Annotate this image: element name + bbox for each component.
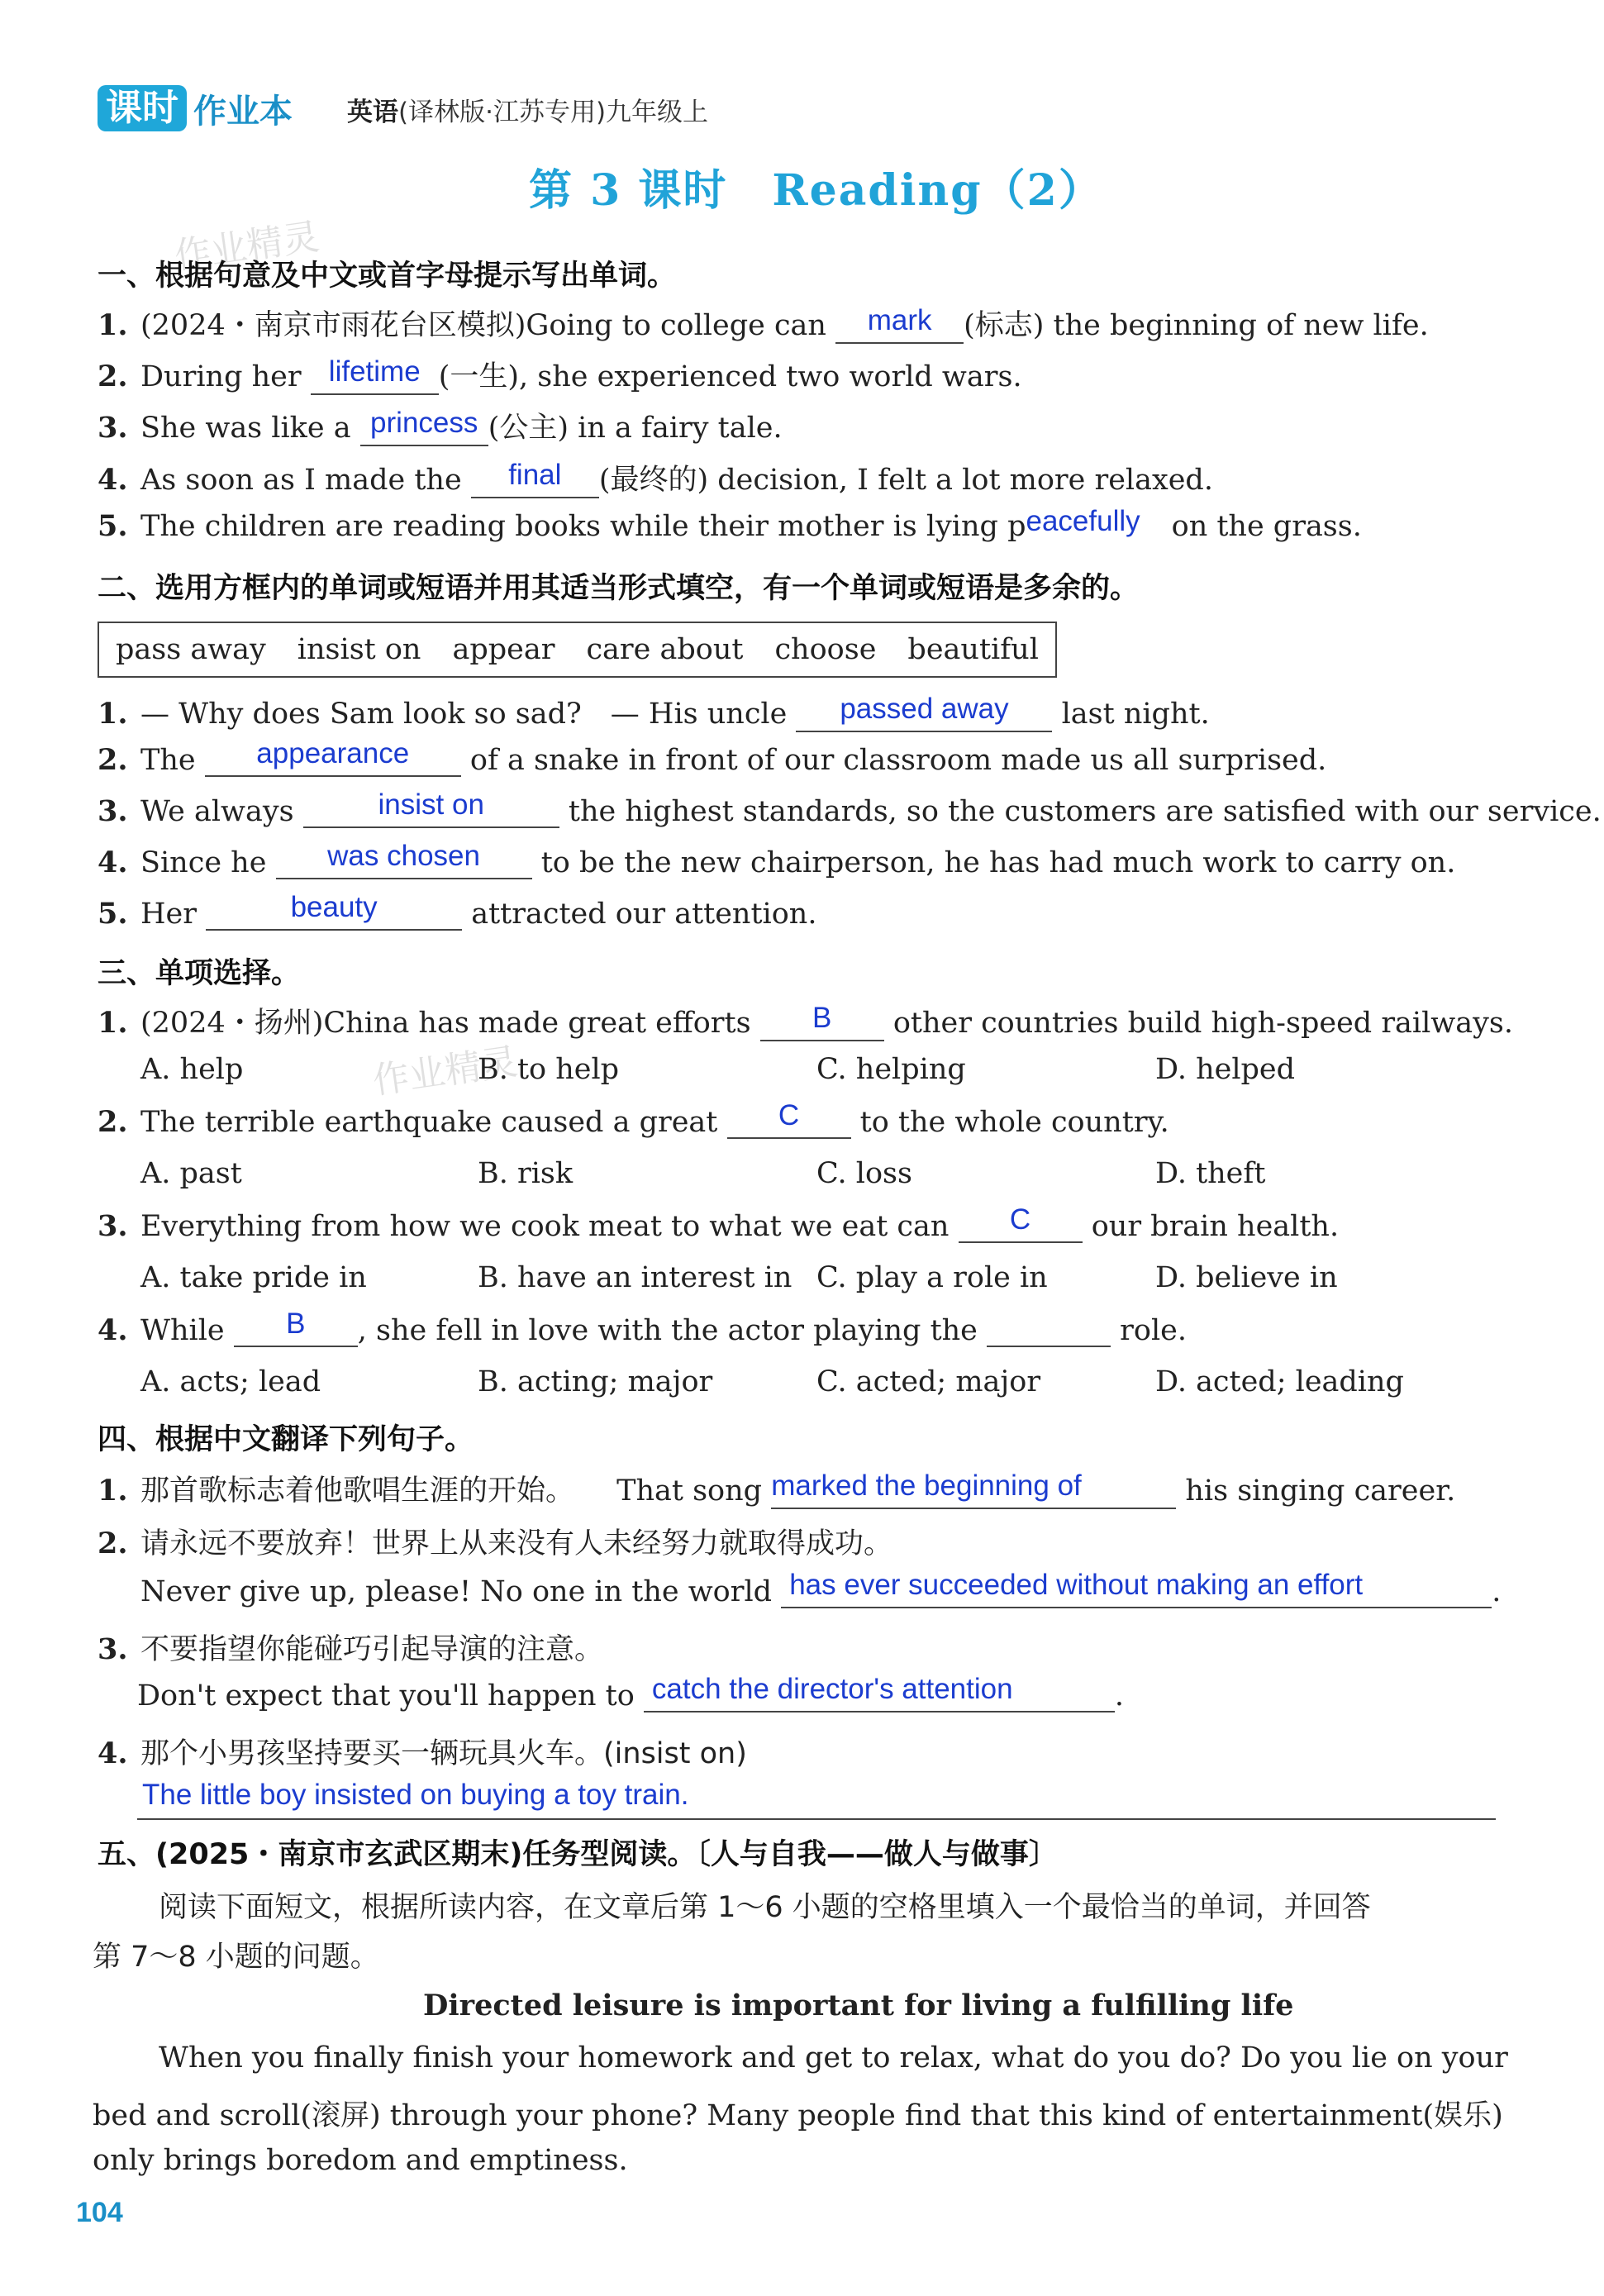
logo-badge: 课时	[98, 85, 187, 131]
question-text: the highest standards, so the customers are satisfied with our service.	[568, 795, 1602, 828]
question-item	[98, 457, 1213, 498]
question-text: our brain health.	[1091, 1210, 1340, 1243]
question-number: 3.	[98, 1209, 128, 1243]
question-item	[98, 1203, 1340, 1243]
answer-blank[interactable]	[781, 1569, 1492, 1608]
chinese-sentence: 请永远不要放弃！世界上从来没有人未经努力就取得成功。	[140, 1527, 893, 1560]
question-text: As soon as I made the	[140, 464, 462, 497]
passage-text: When you finally finish your homework and get to relax, what do you do? Do you lie on your	[159, 2041, 1508, 2074]
section-heading: 二、选用方框内的单词或短语并用其适当形式填空，有一个单词或短语是多余的。	[98, 572, 1140, 605]
question-text: Never give up, please! No one in the world	[140, 1575, 773, 1608]
question-text: (公主) in a fairy tale.	[488, 412, 783, 445]
section-heading: 四、根据中文翻译下列句子。	[98, 1423, 474, 1456]
word-bank-item: care about	[586, 633, 744, 666]
question-item	[98, 405, 783, 446]
question-text: The	[140, 744, 196, 777]
question-number: 3.	[98, 1632, 128, 1666]
answer-blank[interactable]	[959, 1203, 1083, 1243]
chinese-sentence: 那个小男孩坚持要买一辆玩具火车。(insist on)	[140, 1737, 747, 1770]
answer-blank[interactable]	[276, 840, 532, 879]
option-a[interactable]: A. acts; lead	[140, 1365, 321, 1398]
answer-text: C	[1009, 1203, 1031, 1236]
question-item	[98, 1308, 1188, 1347]
question-number: 4.	[98, 1736, 128, 1770]
answer-text: was chosen	[327, 840, 480, 872]
answer-text: princess	[370, 407, 478, 439]
question-text: She was like a	[140, 412, 351, 445]
answer-blank[interactable]	[303, 788, 559, 828]
brand-logo	[98, 84, 293, 132]
option-b[interactable]: B. acting; major	[478, 1365, 713, 1398]
answer-text: B	[286, 1308, 306, 1340]
answer-blank[interactable]	[206, 891, 462, 931]
question-item	[98, 788, 1602, 828]
question-text: .	[1492, 1575, 1502, 1608]
answer-blank[interactable]	[360, 407, 488, 446]
option-c[interactable]: C. helping	[816, 1053, 966, 1086]
answer-blank[interactable]	[835, 304, 964, 344]
question-text: last night.	[1061, 698, 1210, 731]
question-number: 1.	[98, 308, 128, 342]
question-item	[137, 1673, 1125, 1712]
section-heading: 一、根据句意及中文或首字母提示写出单词。	[98, 260, 677, 293]
instruction-text: 第 7～8 小题的问题。	[93, 1941, 379, 1974]
question-text: (2024・扬州)China has made great efforts	[140, 1007, 751, 1040]
option-c[interactable]: C. play a role in	[816, 1261, 1048, 1294]
question-text: (最终的) decision, I felt a lot more relaxed.	[598, 464, 1213, 497]
question-text: (2024・南京市雨花台区模拟)Going to college can	[140, 309, 826, 342]
question-item	[98, 1468, 1455, 1509]
answer-text: B	[812, 1002, 832, 1034]
answer-blank[interactable]	[1026, 505, 1162, 543]
question-number: 5.	[98, 897, 128, 931]
question-text: (标志) the beginning of new life.	[964, 309, 1429, 342]
answer-text: mark	[867, 304, 932, 336]
question-number: 5.	[98, 509, 128, 543]
option-d[interactable]: D. acted; leading	[1155, 1365, 1404, 1398]
question-text: his singing career.	[1185, 1474, 1456, 1508]
question-number: 3.	[98, 794, 128, 828]
answer-text: C	[778, 1099, 800, 1131]
answer-text: marked the beginning of	[771, 1470, 1082, 1502]
question-text: While	[140, 1314, 225, 1347]
section-heading: 三、单项选择。	[98, 957, 301, 990]
question-text: attracted our attention.	[471, 898, 817, 931]
word-bank-item: pass away	[116, 633, 266, 666]
answer-text: passed away	[840, 693, 1009, 725]
question-number: 2.	[98, 1527, 128, 1560]
word-bank-box	[98, 622, 1057, 678]
question-item	[98, 891, 817, 931]
answer-text: The little boy insisted on buying a toy train.	[142, 1779, 689, 1811]
question-text: , she fell in love with the actor playing the	[357, 1314, 978, 1347]
question-text: of a snake in front of our classroom made us all surprised.	[469, 744, 1327, 777]
option-b[interactable]: B. risk	[478, 1157, 574, 1190]
answer-blank[interactable]	[234, 1308, 358, 1347]
answer-text: catch the director's attention	[651, 1673, 1013, 1705]
answer-text: final	[508, 459, 562, 491]
word-bank-item: beautiful	[907, 633, 1039, 666]
logo-text: 作业本	[193, 92, 293, 131]
answer-text: lifetime	[328, 355, 421, 388]
option-d[interactable]: D. believe in	[1155, 1261, 1338, 1294]
answer-blank[interactable]	[760, 1002, 884, 1041]
answer-blank[interactable]	[796, 693, 1052, 732]
option-a[interactable]: A. help	[140, 1053, 244, 1086]
question-text: other countries build high-speed railways.	[892, 1007, 1513, 1040]
option-c[interactable]: C. acted; major	[816, 1365, 1041, 1398]
answer-blank[interactable]	[205, 737, 461, 777]
question-number: 2.	[98, 360, 128, 393]
word-bank-item: choose	[774, 633, 877, 666]
question-number: 2.	[98, 743, 128, 777]
option-a[interactable]: A. past	[140, 1157, 242, 1190]
option-b[interactable]: B. to help	[478, 1053, 620, 1086]
passage-text: only brings boredom and emptiness.	[93, 2144, 628, 2177]
question-text: on the grass.	[1171, 510, 1362, 543]
question-number: 1.	[98, 697, 128, 731]
answer-text: has ever succeeded without making an effort	[789, 1569, 1364, 1601]
question-text: — Why does Sam look so sad? — His uncle	[140, 698, 788, 731]
question-number: 2.	[98, 1105, 128, 1139]
page-title: 第 3 课时 Reading（2）	[529, 165, 1103, 216]
question-item	[98, 737, 1327, 777]
passage-text: bed and scroll(滚屏) through your phone? Many people find that this kind of entertainment(娱乐)	[93, 2099, 1503, 2132]
option-a[interactable]: A. take pride in	[140, 1261, 367, 1294]
answer-blank[interactable]	[987, 1312, 1111, 1347]
question-item	[98, 1000, 1513, 1041]
option-d[interactable]: D. theft	[1155, 1157, 1266, 1190]
question-text: Her	[140, 898, 197, 931]
question-item	[98, 1627, 603, 1668]
book-subtitle	[347, 91, 708, 128]
chinese-sentence: 那首歌标志着他歌唱生涯的开始。	[140, 1474, 575, 1508]
question-item	[98, 505, 1362, 543]
question-text: (一生), she experienced two world wars.	[438, 360, 1022, 393]
question-text: We always	[140, 795, 294, 828]
question-text: That song	[616, 1474, 763, 1508]
question-item	[98, 840, 1456, 879]
question-number: 3.	[98, 411, 128, 445]
question-text: Since he	[140, 846, 267, 879]
question-item	[140, 1569, 1502, 1608]
answer-text: beauty	[290, 891, 378, 923]
subject-label: 英语	[347, 98, 398, 127]
answer-text: eacefully	[1026, 505, 1140, 537]
question-text: to the whole country.	[859, 1106, 1169, 1139]
option-b[interactable]: B. have an interest in	[478, 1261, 792, 1294]
watermark: 作业精灵	[369, 1040, 521, 1103]
chinese-sentence: 不要指望你能碰巧引起导演的注意。	[140, 1633, 604, 1666]
question-number: 1.	[98, 1006, 128, 1040]
question-text: The children are reading books while their mother is lying p	[140, 510, 1026, 543]
answer-blank[interactable]	[771, 1470, 1176, 1509]
question-text: to be the new chairperson, he has had much work to carry on.	[540, 846, 1456, 879]
option-c[interactable]: C. loss	[816, 1157, 912, 1190]
answer-text: insist on	[378, 788, 484, 821]
page-number: 104	[76, 2197, 123, 2228]
answer-line[interactable]	[137, 1818, 1496, 1820]
answer-blank[interactable]	[644, 1673, 1115, 1712]
instruction-text: 阅读下面短文，根据所读内容，在文章后第 1～6 小题的空格里填入一个最恰当的单词，并回答	[159, 1891, 1371, 1924]
question-text: .	[1114, 1679, 1125, 1712]
edition-label: (译林版·江苏专用)九年级上	[398, 98, 709, 127]
answer-blank[interactable]	[311, 355, 439, 395]
question-item	[98, 691, 1210, 732]
question-item	[98, 1521, 892, 1562]
answer-text: appearance	[256, 737, 410, 769]
option-d[interactable]: D. helped	[1155, 1053, 1296, 1086]
question-item	[98, 1731, 747, 1772]
word-bank-item: insist on	[297, 633, 421, 666]
passage-title: Directed leisure is important for living a fulfilling life	[423, 1989, 1294, 2022]
question-text: Don't expect that you'll happen to	[137, 1679, 635, 1712]
watermark: 作业精灵	[171, 215, 322, 278]
question-number: 4.	[98, 846, 128, 879]
question-item	[98, 302, 1429, 344]
question-text: The terrible earthquake caused a great	[140, 1106, 718, 1139]
question-text: Everything from how we cook meat to what we eat can	[140, 1210, 950, 1243]
question-item	[98, 354, 1022, 395]
question-item	[98, 1099, 1169, 1139]
question-number: 4.	[98, 463, 128, 497]
question-number: 4.	[98, 1313, 128, 1347]
question-text: role.	[1120, 1314, 1188, 1347]
answer-blank[interactable]	[471, 459, 599, 498]
answer-blank[interactable]	[727, 1099, 851, 1139]
question-number: 1.	[98, 1474, 128, 1508]
question-text: During her	[140, 360, 302, 393]
word-bank-item: appear	[452, 633, 555, 666]
section-heading: 五、(2025・南京市玄武区期末)任务型阅读。〔人与自我——做人与做事〕	[98, 1838, 1058, 1871]
